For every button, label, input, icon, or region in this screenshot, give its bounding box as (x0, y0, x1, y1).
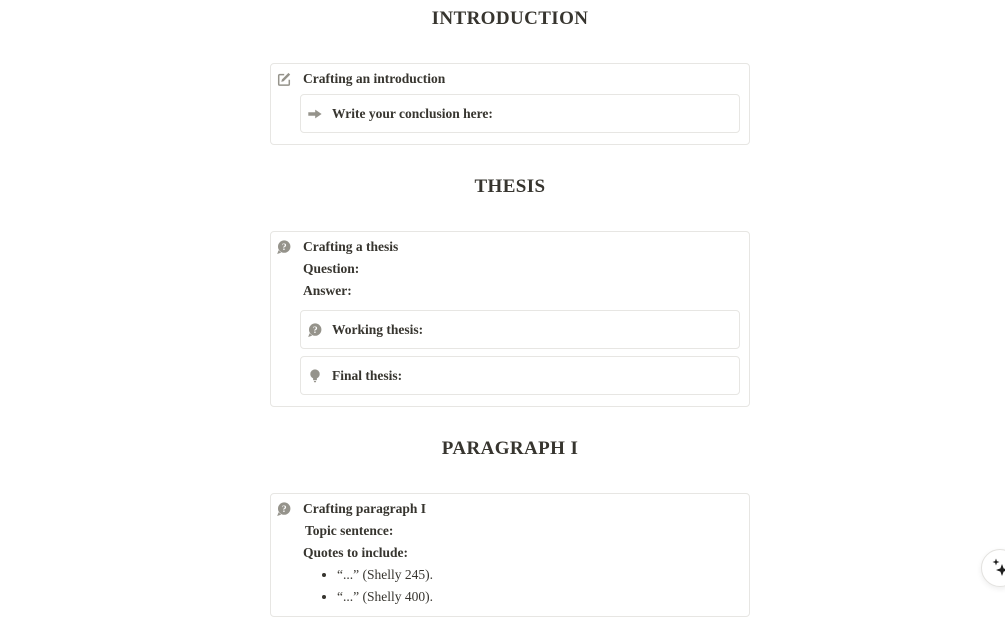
topic-sentence-label: Topic sentence: (305, 523, 394, 538)
question-bubble-icon (276, 501, 292, 517)
page-title-introduction: INTRODUCTION (431, 8, 589, 29)
edit-icon (276, 71, 292, 87)
paragraph-1-callout-block[interactable] (270, 493, 750, 617)
callout-title: Crafting paragraph I (303, 501, 427, 516)
intro-callout-title-row (276, 70, 740, 87)
quotes-list (303, 567, 740, 605)
svg-text:?: ? (281, 242, 287, 253)
thesis-callout-block[interactable] (270, 231, 750, 407)
question-bubble-icon (276, 239, 292, 255)
quote-item: • “...” (Shelly 245). (337, 567, 740, 583)
ai-assist-button[interactable] (981, 549, 1005, 587)
document-page (270, 0, 750, 617)
quotes-to-include-label: Quotes to include: (303, 545, 409, 560)
lightbulb-icon (307, 368, 323, 384)
question-bubble-icon (307, 322, 323, 338)
page-title-paragraph-1: PARAGRAPH I (441, 438, 579, 459)
inner-box-label: Final thesis: (332, 368, 403, 383)
conclusion-inner-box[interactable] (300, 94, 740, 133)
callout-title: Crafting an introduction (303, 71, 446, 86)
paragraph-1-callout-title-row (276, 500, 740, 517)
final-thesis-inner-box[interactable] (300, 356, 740, 395)
inner-box-label: Write your conclusion here: (332, 106, 493, 121)
quote-item: • “...” (Shelly 400). (337, 589, 740, 605)
thesis-fields (303, 260, 740, 299)
inner-box-label: Working thesis: (332, 322, 424, 337)
answer-label: Answer: (303, 283, 352, 298)
question-label: Question: (303, 261, 360, 276)
section-thesis (270, 175, 750, 407)
svg-text:?: ? (312, 325, 318, 336)
page-title-thesis: THESIS (474, 176, 546, 197)
working-thesis-inner-box[interactable] (300, 310, 740, 349)
callout-title: Crafting a thesis (303, 239, 399, 254)
sparkles-icon (988, 556, 1005, 580)
arrow-right-icon (307, 106, 323, 122)
svg-text:?: ? (281, 504, 287, 515)
section-introduction (270, 7, 750, 145)
intro-callout-block[interactable] (270, 63, 750, 145)
thesis-callout-title-row (276, 238, 740, 255)
paragraph-1-fields (303, 522, 740, 605)
section-paragraph-1 (270, 437, 750, 617)
